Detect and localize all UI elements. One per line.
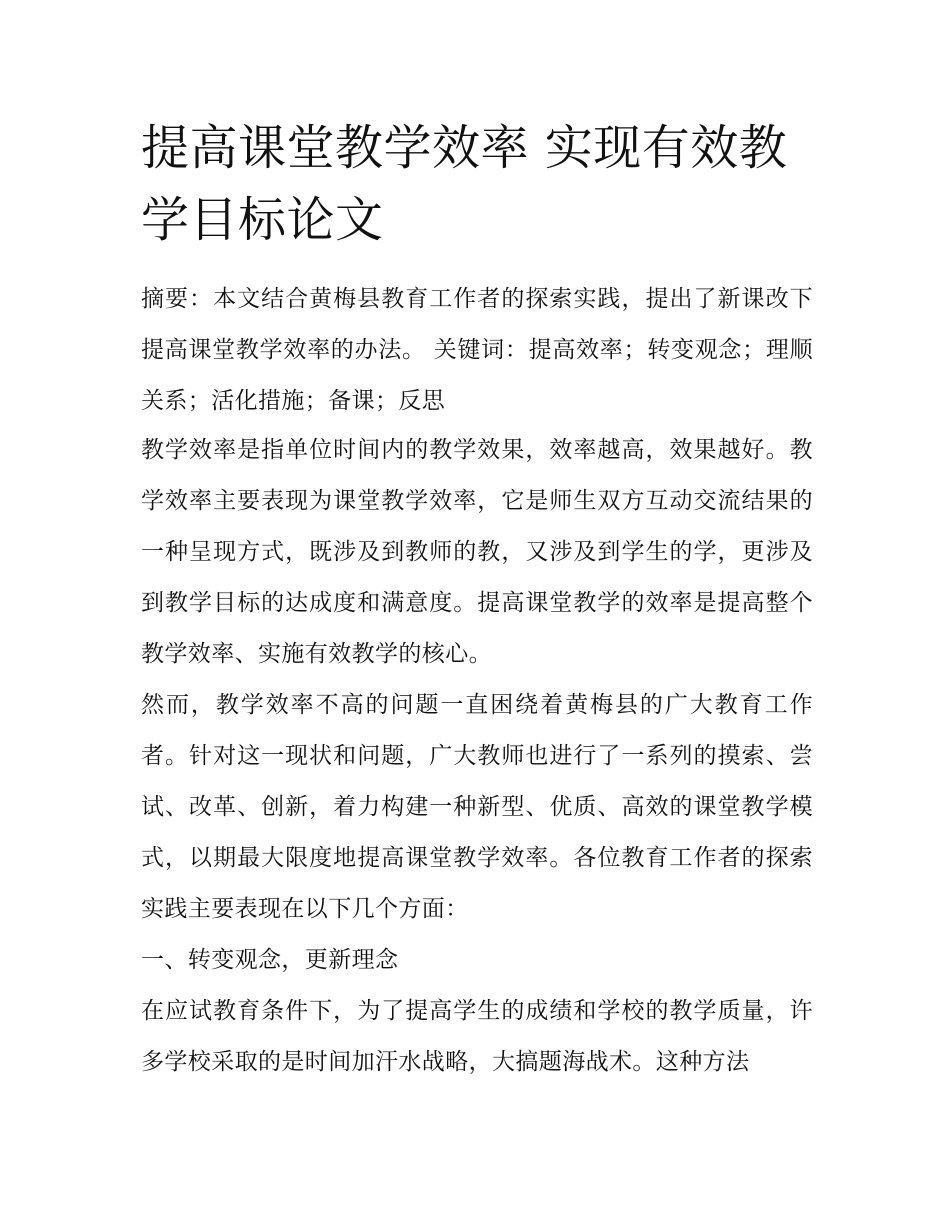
document-title: 提高课堂教学效率 实现有效教学目标论文 bbox=[141, 120, 788, 248]
abstract-paragraph: 摘要：本文结合黄梅县教育工作者的探索实践，提出了新课改下提高课堂教学效率的办法。 关键词：提高效率；转变观念；理顺关系；活化措施；备课；反思 bbox=[141, 286, 813, 414]
body-paragraph-exam-education: 在应试教育条件下，为了提高学生的成绩和学校的教学质量，许多学校采取的是时间加汗水战略，大搞题海战术。这种方法 bbox=[141, 998, 813, 1075]
document-body bbox=[141, 112, 813, 1088]
section-heading-1: 一、转变观念，更新理念 bbox=[141, 947, 399, 973]
body-paragraph-problem: 然而，教学效率不高的问题一直困绕着黄梅县的广大教育工作者。针对这一现状和问题，广大教师也进行了一系列的摸索、尝试、改革、创新，着力构建一种新型、优质、高效的课堂教学模式，以期最大限度地提高课堂教学效率。各位教育工作者的探索实践主要表现在以下几个方面： bbox=[141, 692, 813, 922]
body-paragraph-efficiency-definition: 教学效率是指单位时间内的教学效果，效率越高，效果越好。教学效率主要表现为课堂教学效率，它是师生双方互动交流结果的一种呈现方式，既涉及到教师的教，又涉及到学生的学，更涉及到教学目标的达成度和满意度。提高课堂教学的效率是提高整个教学效率、实施有效教学的核心。 bbox=[141, 437, 813, 667]
